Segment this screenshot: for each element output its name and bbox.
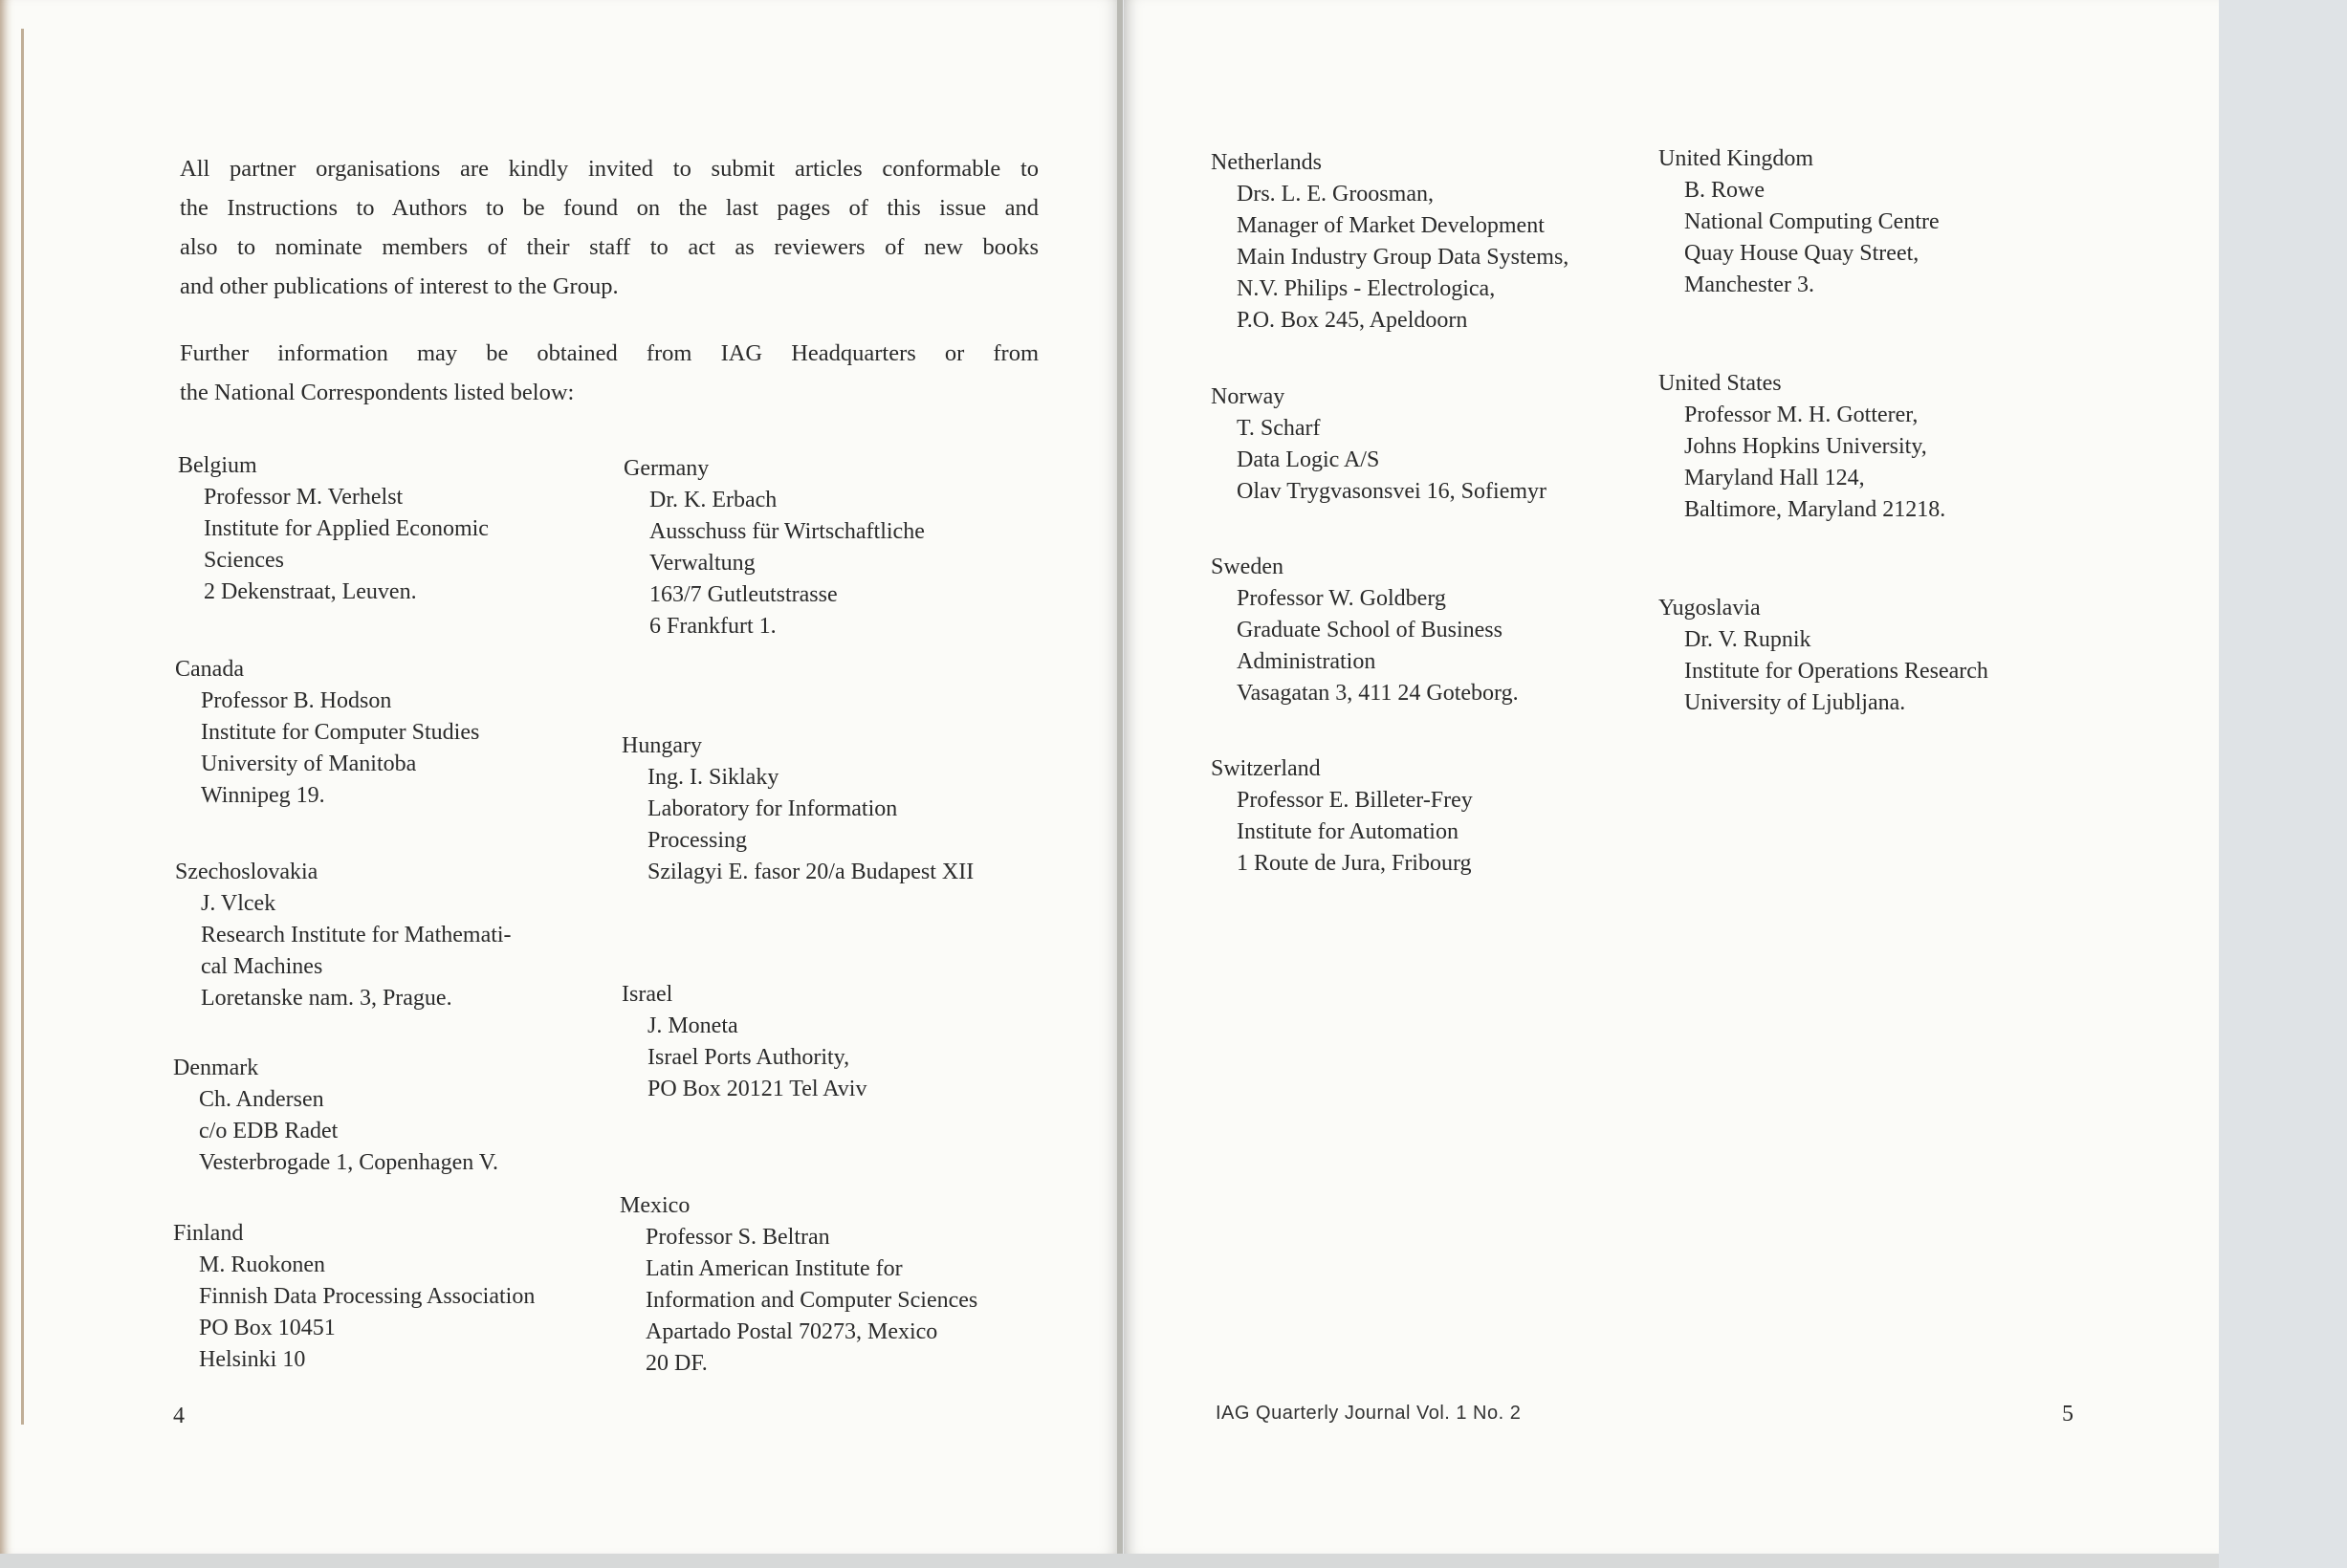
address-line: Information and Computer Sciences	[646, 1288, 978, 1313]
address-line: Szilagyi E. fasor 20/a Budapest XII	[647, 860, 975, 884]
address-line: Vesterbrogade 1, Copenhagen V.	[199, 1150, 499, 1175]
address-line: B. Rowe	[1684, 178, 1765, 203]
background-bottom	[0, 1554, 2219, 1568]
address-line: M. Ruokonen	[199, 1252, 325, 1277]
correspondent-denmark	[173, 1053, 594, 1179]
country-name: Yugoslavia	[1658, 596, 1761, 621]
address-line: Ausschuss für Wirtschaftliche	[649, 519, 925, 544]
address-line: T. Scharf	[1237, 416, 1321, 441]
correspondent-norway	[1211, 381, 1651, 508]
address-line: Graduate School of Business	[1237, 618, 1503, 642]
country-name: Finland	[173, 1221, 244, 1246]
correspondent-belgium	[178, 450, 580, 608]
country-name: United Kingdom	[1658, 146, 1813, 171]
address-line: Institute for Automation	[1237, 819, 1459, 844]
address-line: 163/7 Gutleutstrasse	[649, 582, 838, 607]
address-line: 1 Route de Jura, Fribourg	[1237, 851, 1472, 876]
address-line: cal Machines	[201, 954, 323, 979]
address-line: Winnipeg 19.	[201, 783, 325, 808]
address-line: National Computing Centre	[1684, 209, 1940, 234]
country-name: Mexico	[620, 1193, 691, 1218]
country-name: Netherlands	[1211, 150, 1322, 175]
address-line: Research Institute for Mathemati-	[201, 923, 512, 947]
country-name: Switzerland	[1211, 756, 1321, 781]
address-line: Apartado Postal 70273, Mexico	[646, 1319, 938, 1344]
address-line: PO Box 10451	[199, 1316, 336, 1340]
address-line: J. Moneta	[647, 1013, 738, 1038]
correspondent-canada	[175, 654, 577, 812]
address-line: c/o EDB Radet	[199, 1119, 339, 1143]
correspondent-switzerland	[1211, 753, 1651, 880]
address-line: Israel Ports Authority,	[647, 1045, 850, 1070]
address-line: Baltimore, Maryland 21218.	[1684, 497, 1946, 522]
correspondent-israel	[622, 979, 1042, 1105]
address-line: Quay House Quay Street,	[1684, 241, 1919, 266]
country-name: Canada	[175, 657, 244, 682]
address-line: PO Box 20121 Tel Aviv	[647, 1077, 867, 1101]
address-line: Institute for Computer Studies	[201, 720, 480, 745]
address-line: Professor B. Hodson	[201, 688, 392, 713]
address-line: Olav Trygvasonsvei 16, Sofiemyr	[1237, 479, 1546, 504]
address-line: J. Vlcek	[201, 891, 276, 916]
country-name: Hungary	[622, 733, 702, 758]
correspondent-czechoslovakia	[175, 857, 596, 1014]
address-line: University of Ljubljana.	[1684, 690, 1906, 715]
address-line: Professor M. Verhelst	[204, 485, 404, 510]
address-line: Processing	[647, 828, 747, 853]
address-line: N.V. Philips - Electrologica,	[1237, 276, 1496, 301]
correspondent-hungary	[622, 730, 1042, 888]
binding-edge	[21, 29, 24, 1425]
address-line: Professor E. Billeter-Frey	[1237, 788, 1473, 813]
country-name: Sweden	[1211, 555, 1283, 579]
address-line: 2 Dekenstraat, Leuven.	[204, 579, 417, 604]
intro-line: All partner organisations are kindly invited to submit articles conformable to	[180, 156, 1039, 182]
address-line: University of Manitoba	[201, 751, 417, 776]
address-line: Ing. I. Siklaky	[647, 765, 779, 790]
address-line: Vasagatan 3, 411 24 Goteborg.	[1237, 681, 1519, 706]
correspondent-finland	[173, 1218, 603, 1376]
address-line: Data Logic A/S	[1237, 447, 1380, 472]
correspondent-netherlands	[1211, 147, 1651, 337]
correspondent-united-kingdom	[1658, 143, 2098, 301]
address-line: Latin American Institute for	[646, 1256, 903, 1281]
address-line: Sciences	[204, 548, 284, 573]
address-line: Professor W. Goldberg	[1237, 586, 1446, 611]
country-name: Belgium	[178, 453, 257, 478]
country-name: Norway	[1211, 384, 1285, 409]
address-line: Finnish Data Processing Association	[199, 1284, 536, 1309]
address-line: Maryland Hall 124,	[1684, 466, 1865, 490]
intro-line: and other publications of interest to the Group.	[180, 273, 619, 299]
address-line: Drs. L. E. Groosman,	[1237, 182, 1434, 207]
address-line: 6 Frankfurt 1.	[649, 614, 777, 639]
address-line: Manchester 3.	[1684, 272, 1814, 297]
correspondent-sweden	[1211, 552, 1651, 709]
intro-line: the Instructions to Authors to be found on the last pages of this issue and	[180, 195, 1039, 221]
country-name: United States	[1658, 371, 1782, 396]
correspondent-germany	[624, 453, 1044, 642]
address-line: P.O. Box 245, Apeldoorn	[1237, 308, 1468, 333]
country-name: Israel	[622, 982, 673, 1007]
address-line: Dr. V. Rupnik	[1684, 627, 1811, 652]
background-edge	[2219, 0, 2347, 1568]
address-line: Professor S. Beltran	[646, 1225, 830, 1250]
address-line: Verwaltung	[649, 551, 756, 576]
address-line: Laboratory for Information	[647, 796, 898, 821]
journal-footer: IAG Quarterly Journal Vol. 1 No. 2	[1216, 1403, 1522, 1424]
further-line: Further information may be obtained from IAG Headquarters or from	[180, 340, 1039, 366]
address-line: Helsinki 10	[199, 1347, 306, 1372]
correspondent-united-states	[1658, 368, 2098, 526]
address-line: Administration	[1237, 649, 1376, 674]
address-line: Institute for Applied Economic	[204, 516, 489, 541]
book-gutter	[1117, 0, 1123, 1554]
page-number-left: 4	[173, 1404, 185, 1428]
further-line: the National Correspondents listed below:	[180, 380, 575, 405]
correspondent-mexico	[620, 1190, 1050, 1380]
country-name: Germany	[624, 456, 710, 481]
intro-line: also to nominate members of their staff to act as reviewers of new books	[180, 234, 1039, 260]
address-line: 20 DF.	[646, 1351, 708, 1376]
address-line: Johns Hopkins University,	[1684, 434, 1927, 459]
address-line: Loretanske nam. 3, Prague.	[201, 986, 452, 1011]
address-line: Dr. K. Erbach	[649, 488, 778, 512]
address-line: Manager of Market Development	[1237, 213, 1545, 238]
address-line: Main Industry Group Data Systems,	[1237, 245, 1569, 270]
address-line: Professor M. H. Gotterer,	[1684, 403, 1919, 427]
page-number-right: 5	[2062, 1402, 2073, 1426]
address-line: Institute for Operations Research	[1684, 659, 1988, 684]
country-name: Szechoslovakia	[175, 860, 318, 884]
address-line: Ch. Andersen	[199, 1087, 324, 1112]
country-name: Denmark	[173, 1056, 259, 1080]
correspondent-yugoslavia	[1658, 593, 2098, 719]
